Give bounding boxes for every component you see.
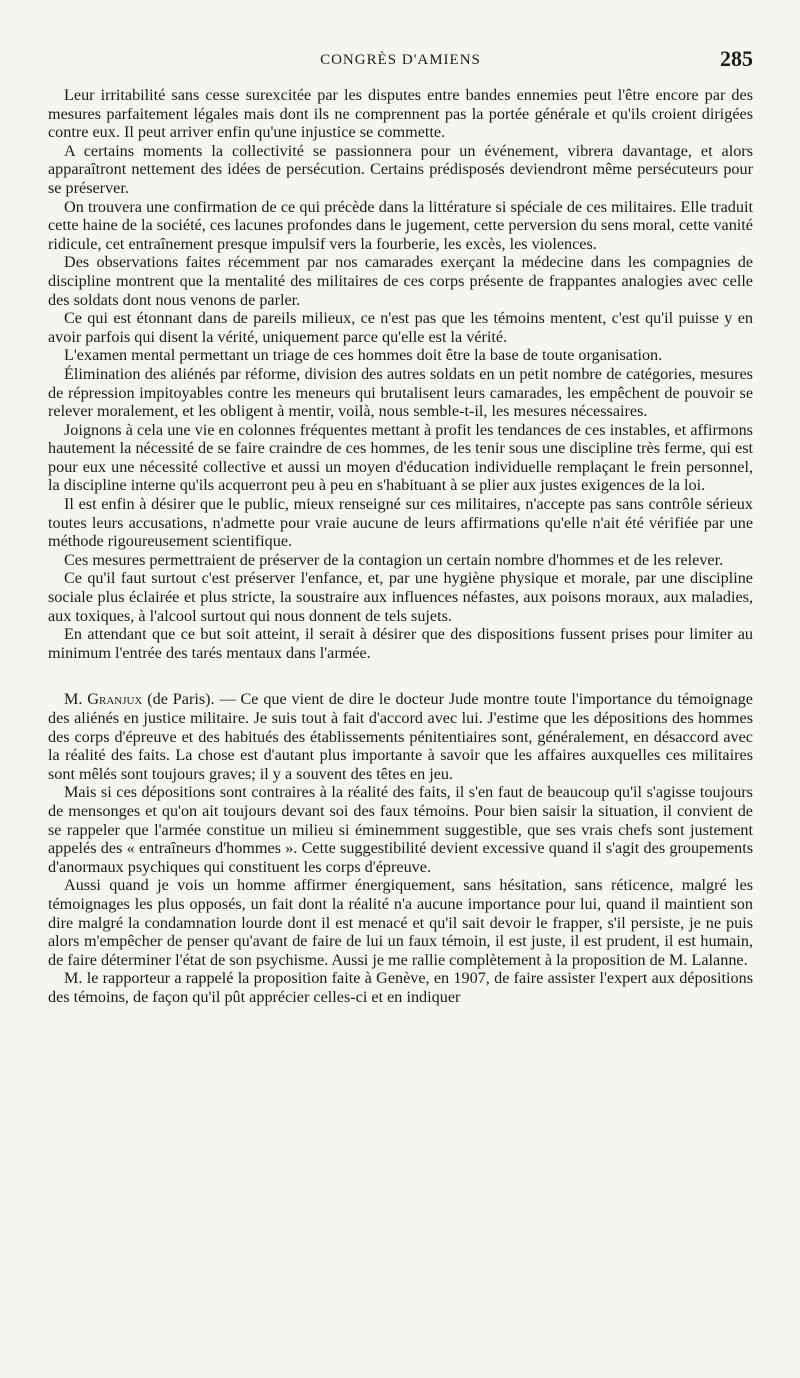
running-title: CONGRÈS D'AMIENS (320, 52, 481, 68)
paragraph: Il est enfin à désirer que le public, mieux renseigné sur ces militaires, n'accepte pas sans contrôle sérieux toutes leurs accusations, n'admette pour vraie aucune de leurs affirmations qu'elle n'ait été vérifiée par une méthode rigoureusement scientifique. (48, 495, 753, 551)
running-head (48, 46, 753, 80)
paragraph: On trouvera une confirmation de ce qui précède dans la littérature si spéciale de ces militaires. Elle traduit cette haine de la société, ces lacunes profondes dans le jugement, cette perversion du sens moral, cette vanité ridicule, cet entraînement presque impulsif vers la fourberie, les excès, les violences. (48, 197, 753, 253)
paragraph: Élimination des aliénés par réforme, division des autres soldats en un petit nombre de catégories, mesures de répression impitoyables contre les meneurs qui brutalisent leurs camarades, les empêchent de pouvoir se relever moralement, et les obligent à mentir, voilà, nous semble-t-il, les mesures nécessaires. (48, 364, 753, 421)
paragraph: Ces mesures permettraient de préserver de la contagion un certain nombre d'hommes et de les relever. (64, 550, 724, 569)
paragraph: L'examen mental permettant un triage de ces hommes doit être la base de toute organisation. (64, 346, 663, 365)
page-number: 285 (720, 46, 753, 71)
paragraph: Mais si ces dépositions sont contraires à la réalité des faits, il s'en faut de beaucoup qu'il s'agisse toujours de mensonges et qu'on ait toujours devant soi des faux témoins. Pour bien saisir la situation, il convient de se rappeler que l'armée constitue un milieu si éminemment suggestible, que ses vrais chefs sont justement appelés des « entraîneurs d'hommes ». Cette suggestibilité devient excessive quand il s'agit des groupements d'anormaux psychiques qui constituent les corps d'épreuve. (48, 783, 753, 876)
paragraph: Leur irritabilité sans cesse surexcitée par les disputes entre bandes ennemies peut l'être encore par des mesures parfaitement légales mais dont ils ne comprennent pas la portée générale et qu'ils croient dirigées contre eux. Il peut arriver enfin qu'une injustice se commette. (48, 86, 753, 142)
book-page (48, 46, 753, 1007)
discussion-opening (48, 690, 753, 783)
paragraph: Des observations faites récemment par nos camarades exerçant la médecine dans les compagnies de discipline montrent que la mentalité des militaires de ces corps présente de frappantes analogies avec celle des soldats dont nous venons de parler. (48, 253, 753, 309)
discussion-text: (de Paris). — Ce que vient de dire le docteur Jude montre toute l'importance du témoignage des aliénés en justice militaire. Je suis tout à fait d'accord avec lui. J'estime que les dépositions des hommes des corps d'épreuve et des habitués des établissements pénitentiaires sont, généralement, en désaccord avec la réalité des faits. La chose est d'autant plus importante à savoir que les affaires auxquelles ces militaires sont mêlés sont toujours graves; il y a souvent des têtes en jeu. (48, 690, 753, 783)
paragraph: A certains moments la collectivité se passionnera pour un événement, vibrera davantage, et alors apparaîtront nettement des idées de persécution. Certains prédisposés deviendront même persécuteurs pour se préserver. (48, 141, 753, 197)
paragraph: Joignons à cela une vie en colonnes fréquentes mettant à profit les tendances de ces instables, et affirmons hautement la nécessité de se faire craindre de ces hommes, de les tenir sous une discipline très ferme, qui est pour eux une nécessité collective et aussi un moyen d'éducation individuelle remplaçant le frein personnel, la discipline interne qu'ils acquerront peu à peu en s'habituant à se plier aux justes exigences de la loi. (48, 420, 753, 495)
paragraph: En attendant que ce but soit atteint, il serait à désirer que des dispositions fussent prises pour limiter au minimum l'entrée des tarés mentaux dans l'armée. (48, 625, 753, 662)
speaker-name: Granjux (87, 690, 143, 709)
paragraph: M. le rapporteur a rappelé la proposition faite à Genève, en 1907, de faire assister l'expert aux dépositions des témoins, de façon qu'il pût apprécier celles-ci et en indiquer (48, 969, 753, 1006)
section-break (48, 662, 753, 690)
body-text (48, 86, 753, 1007)
paragraph: Aussi quand je vois un homme affirmer énergiquement, sans hésitation, sans réticence, malgré les témoignages les plus opposés, un fait dont la réalité n'a aucune importance pour lui, quand il maintient son dire malgré la condamnation lourde dont il est menacé et qu'il sait devoir le frapper, s'il persiste, je ne puis alors m'empêcher de penser qu'avant de faire de lui un faux témoin, il est juste, il est prudent, il est humain, de faire déterminer l'état de son psychisme. Aussi je me rallie complètement à la proposition de M. Lalanne. (48, 876, 753, 969)
paragraph: Ce qu'il faut surtout c'est préserver l'enfance, et, par une hygiène physique et morale, par une discipline sociale plus éclairée et plus stricte, la soustraire aux influences néfastes, aux poisons moraux, aux maladies, aux toxiques, à l'alcool surtout qui nous donnent de tels sujets. (48, 569, 753, 625)
paragraph: Ce qui est étonnant dans de pareils milieux, ce n'est pas que les témoins mentent, c'est qu'il puisse y en avoir parfois qui disent la vérité, uniquement parce qu'elle est la vérité. (48, 309, 753, 346)
speaker-prefix: M. (64, 690, 88, 709)
